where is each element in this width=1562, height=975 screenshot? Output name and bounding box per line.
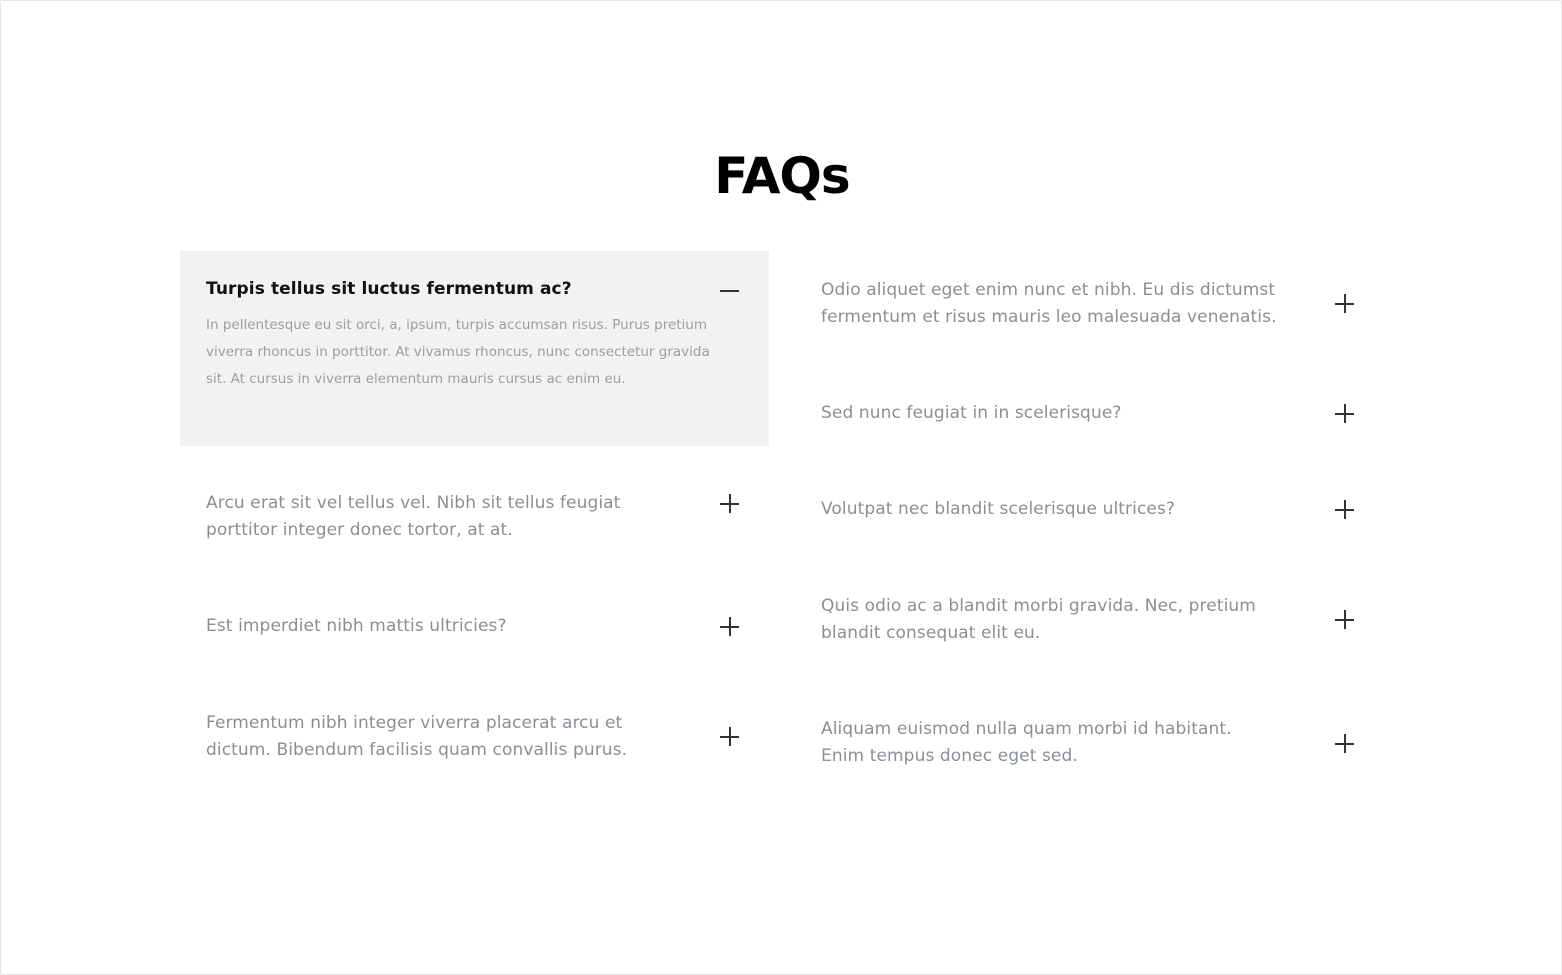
faq-question: Fermentum nibh integer viverra placerat arcu et dictum. Bibendum facilisis quam convallis purus. [206,713,628,760]
faq-item-left-1[interactable] [180,251,769,446]
faq-question: Arcu erat sit vel tellus vel. Nibh sit tellus feugiat porttitor integer donec tortor, at at. [206,493,621,540]
page-title: FAQs [714,147,850,205]
plus-icon[interactable] [720,494,740,514]
faq-item-right-4[interactable] [795,579,1384,659]
faq-item-right-1[interactable] [795,263,1384,343]
plus-icon[interactable] [1335,734,1355,754]
faq-item-right-5[interactable] [795,703,1384,783]
faq-item-right-2[interactable] [795,387,1384,442]
faq-question: Est imperdiet nibh mattis ultricies? [206,616,507,636]
faq-question: Sed nunc feugiat in in scelerisque? [821,403,1122,423]
plus-icon[interactable] [1335,610,1355,630]
plus-icon[interactable] [1335,404,1355,424]
faq-item-left-4[interactable] [180,696,769,776]
faq-question: Turpis tellus sit luctus fermentum ac? [206,279,572,299]
plus-icon[interactable] [1335,294,1355,314]
faq-question: Odio aliquet eget enim nunc et nibh. Eu dis dictumst fermentum et risus mauris leo malesuada venenatis. [821,280,1277,327]
faq-answer: In pellentesque eu sit orci, a, ipsum, turpis accumsan risus. Purus pretium viverra rhoncus in porttitor. At vivamus rhoncus, nunc consectetur gravida sit. At cursus in viverra elementum mauris cursus ac enim eu. [206,317,710,387]
faq-item-left-2[interactable] [180,476,769,556]
faq-question: Aliquam euismod nulla quam morbi id habitant. Enim tempus donec eget sed. [821,719,1232,766]
plus-icon[interactable] [720,617,740,637]
minus-icon[interactable] [720,281,740,301]
faq-question: Volutpat nec blandit scelerisque ultrices? [821,499,1176,519]
plus-icon[interactable] [1335,500,1355,520]
faq-item-left-3[interactable] [180,601,769,656]
plus-icon[interactable] [720,727,740,747]
faq-question: Quis odio ac a blandit morbi gravida. Nec, pretium blandit consequat elit eu. [821,596,1256,643]
faq-item-right-3[interactable] [795,483,1384,538]
